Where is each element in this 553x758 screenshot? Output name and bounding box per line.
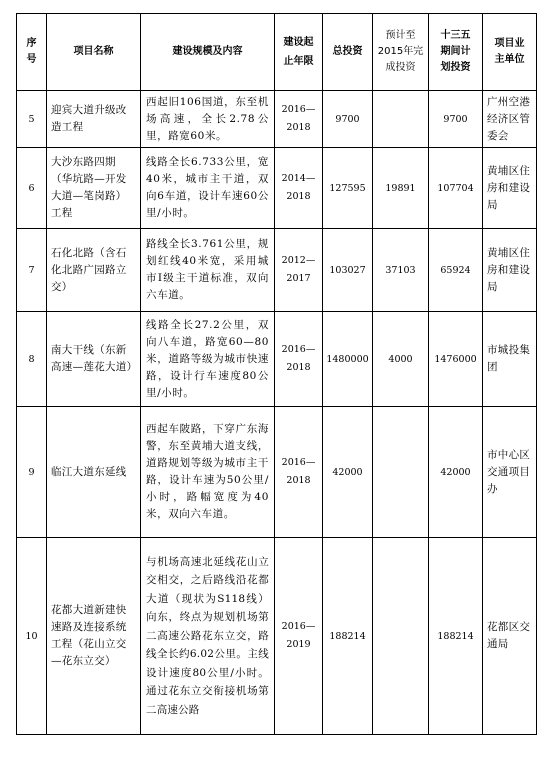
seq-cell: 5 — [17, 91, 47, 148]
seq-cell: 8 — [17, 312, 47, 407]
project-name-cell: 石化北路（含石化北路广园路立交） — [47, 229, 141, 312]
done-2015-cell: 19891 — [373, 148, 429, 229]
table-row — [17, 229, 537, 312]
total-investment-cell: 188214 — [323, 538, 373, 735]
total-investment-cell: 42000 — [323, 407, 373, 538]
header-row — [17, 14, 537, 91]
seq-cell: 6 — [17, 148, 47, 229]
owner-cell: 市中心区交通项目办 — [483, 407, 537, 538]
plan-135-cell: 188214 — [429, 538, 483, 735]
project-name-cell: 迎宾大道升级改造工程 — [47, 91, 141, 148]
total-investment-cell: 9700 — [323, 91, 373, 148]
project-name-cell: 大沙东路四期（华坑路—开发大道—笔岗路）工程 — [47, 148, 141, 229]
owner-cell: 花都区交通局 — [483, 538, 537, 735]
header-done-2015: 预计至2015年完成投资 — [373, 14, 429, 91]
done-2015-cell: 37103 — [373, 229, 429, 312]
plan-135-cell: 65924 — [429, 229, 483, 312]
done-2015-cell — [373, 407, 429, 538]
project-table — [16, 13, 537, 735]
plan-135-cell: 42000 — [429, 407, 483, 538]
scope-cell: 西起旧106国道，东至机场高速，全长2.78公里，路宽60米。 — [141, 91, 275, 148]
table-row — [17, 538, 537, 735]
scope-cell: 路线全长3.761公里，规划红线40米宽，采用城市I级主干道标准，双向六车道。 — [141, 229, 275, 312]
seq-cell: 7 — [17, 229, 47, 312]
done-2015-cell — [373, 538, 429, 735]
table-row — [17, 407, 537, 538]
done-2015-cell: 4000 — [373, 312, 429, 407]
total-investment-cell: 103027 — [323, 229, 373, 312]
header-total: 总投资 — [323, 14, 373, 91]
scope-cell: 与机场高速北延线花山立交相交，之后路线沿花都大道（现状为S118线）向东，终点为规划机场第二高速公路花东立交，路线全长约6.02公里。主线设计速度80公里/小时。通过花东立交衔接机场第二高速公路 — [141, 538, 275, 735]
project-name-cell: 花都大道新建快速路及连接系统工程（花山立交—花东立交） — [47, 538, 141, 735]
period-cell: 2014—2018 — [275, 148, 323, 229]
period-cell: 2016—2018 — [275, 312, 323, 407]
table-row — [17, 148, 537, 229]
header-scope: 建设规模及内容 — [141, 14, 275, 91]
header-plan-135: 十三五期间计划投资 — [429, 14, 483, 91]
period-cell: 2016—2018 — [275, 407, 323, 538]
scope-cell: 线路全长6.733公里，宽40米，城市主干道，双向6车道，设计车速60公里/小时。 — [141, 148, 275, 229]
header-name: 项目名称 — [47, 14, 141, 91]
header-seq: 序号 — [17, 14, 47, 91]
total-investment-cell: 1480000 — [323, 312, 373, 407]
owner-cell: 广州空港经济区管委会 — [483, 91, 537, 148]
scope-cell: 西起车陂路，下穿广东海警，东至黄埔大道支线，道路规划等级为城市主干路，设计车速为50公里/小时，路幅宽度为40米，双向六车道。 — [141, 407, 275, 538]
owner-cell: 黄埔区住房和建设局 — [483, 148, 537, 229]
total-investment-cell: 127595 — [323, 148, 373, 229]
table-row — [17, 312, 537, 407]
seq-cell: 10 — [17, 538, 47, 735]
period-cell: 2016—2019 — [275, 538, 323, 735]
project-name-cell: 临江大道东延线 — [47, 407, 141, 538]
period-cell: 2016—2018 — [275, 91, 323, 148]
table-row — [17, 91, 537, 148]
owner-cell: 市城投集团 — [483, 312, 537, 407]
plan-135-cell: 107704 — [429, 148, 483, 229]
project-name-cell: 南大干线（东新高速—莲花大道） — [47, 312, 141, 407]
done-2015-cell — [373, 91, 429, 148]
seq-cell: 9 — [17, 407, 47, 538]
plan-135-cell: 9700 — [429, 91, 483, 148]
header-owner: 项目业主单位 — [483, 14, 537, 91]
owner-cell: 黄埔区住房和建设局 — [483, 229, 537, 312]
header-period: 建设起止年限 — [275, 14, 323, 91]
scope-cell: 线路全长27.2公里，双向八车道，路宽60—80米，道路等级为城市快速路，设计行车速度80公里/小时。 — [141, 312, 275, 407]
plan-135-cell: 1476000 — [429, 312, 483, 407]
period-cell: 2012—2017 — [275, 229, 323, 312]
